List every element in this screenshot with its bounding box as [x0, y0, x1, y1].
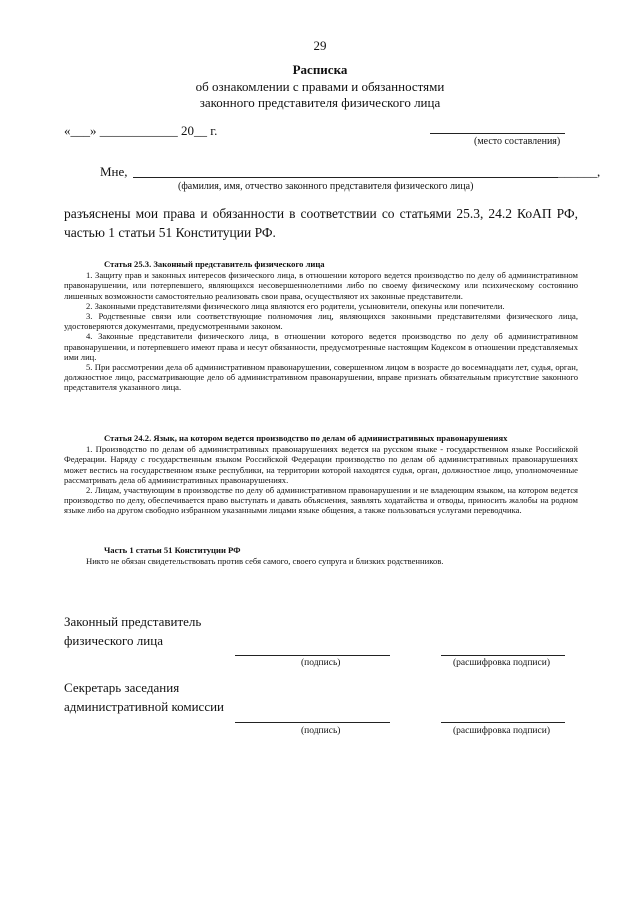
- role-1-line2: физического лица: [64, 633, 163, 648]
- article-25-3-p5: 5. При рассмотрении дела об административном правонарушении, совершенном лицом в возрасте до восемнадцати лет, судья, орган, должностное лицо, рассматривающие дело об административном правонарушении, вправе признать обязательным присутствие законного представителя указанного лица.: [64, 362, 578, 393]
- place-caption: (место составления): [474, 136, 561, 147]
- decode-1-line: [441, 655, 565, 656]
- constitution-51-p1: Никто не обязан свидетельствовать против себя самого, своего супруга и близких родственников.: [86, 556, 444, 567]
- article-24-2-p1: 1. Производство по делам об административных правонарушениях ведется на русском языке - государственном языке Российской Федерации. Наряду с государственным языком Российской Федерации производство по делам об административных правонарушениях может вестись на государственном языке республики, на территории которой находятся судья, орган, должностное лицо, уполномоченные рассматривать дела об административных правонарушениях.: [64, 444, 578, 485]
- signature-2-line: [235, 722, 390, 723]
- signature-1-caption: (подпись): [301, 658, 341, 668]
- article-25-3-p2: 2. Законными представителями физического лица являются его родители, усыновители, опекуны или попечители.: [86, 300, 505, 311]
- role-2-line2: административной комиссии: [64, 699, 225, 714]
- article-25-3-p1: 1. Защиту прав и законных интересов физического лица, в отношении которого ведется производство по делу об административном правонарушении, или потерпевшего, являющихся несовершеннолетними либо по своему физическому или психическому состоянию лишенных возможности самостоятельно реализовать свои права, осуществляют их законные представители.: [64, 270, 578, 301]
- fio-comma: ______,: [558, 164, 601, 179]
- mne-label: Мне,: [100, 164, 128, 179]
- place-underline: [430, 133, 565, 134]
- document-title: Расписка: [292, 62, 348, 77]
- article-25-3-heading: Статья 25.3. Законный представитель физического лица: [104, 259, 325, 269]
- decode-2-line: [441, 722, 565, 723]
- page-number: 29: [313, 38, 327, 53]
- constitution-51: [64, 545, 578, 566]
- date-field: «___» ____________ 20__ г.: [64, 123, 218, 138]
- article-24-2-heading: Статья 24.2. Язык, на котором ведется производство по делам об административных правонарушениях: [104, 433, 508, 443]
- document-subtitle-line2: законного представителя физического лица: [199, 95, 441, 110]
- role-2-line1: Секретарь заседания: [64, 680, 180, 695]
- role-1-line1: Законный представитель: [64, 614, 202, 629]
- article-25-3-p4: 4. Законные представители физического лица, в отношении которого ведется производство по делу об административном правонарушении, и потерпевшего имеют права и несут обязанности, предусмотренные настоящим Кодексом в отношении представляемых ими лиц.: [64, 331, 578, 362]
- article-24-2-p2: 2. Лицам, участвующим в производстве по делу об административном правонарушении и не владеющим языком, на котором ведется производство по делу, обеспечивается право выступать и давать объяснения, заявлять ходатайства и отводы, приносить жалобы на родном языке либо на другом свободно избранном указанными лицами языке общения, а также пользоваться услугами переводчика.: [64, 485, 578, 516]
- article-25-3: [64, 259, 578, 393]
- article-24-2: [64, 433, 578, 516]
- fio-caption: (фамилия, имя, отчество законного представителя физического лица): [178, 181, 474, 192]
- signature-block-2: [64, 678, 224, 716]
- constitution-51-heading: Часть 1 статьи 51 Конституции РФ: [104, 545, 241, 555]
- signature-1-line: [235, 655, 390, 656]
- article-25-3-p3: 3. Родственные связи или соответствующие полномочия лиц, являющихся законными представителями физического лица, удостоверяются документами, предусмотренными законом.: [64, 311, 578, 332]
- fio-underline: [133, 177, 558, 178]
- decode-2-caption: (расшифровка подписи): [453, 726, 550, 736]
- decode-1-caption: (расшифровка подписи): [453, 658, 550, 668]
- signature-block-1: [64, 612, 201, 650]
- signature-2-caption: (подпись): [301, 726, 341, 736]
- document-subtitle-line1: об ознакомлении с правами и обязанностями: [195, 79, 445, 94]
- rights-explanation: разъяснены мои права и обязанности в соответствии со статьями 25.3, 24.2 КоАП РФ, частью 1 статьи 51 Конституции РФ.: [64, 206, 578, 240]
